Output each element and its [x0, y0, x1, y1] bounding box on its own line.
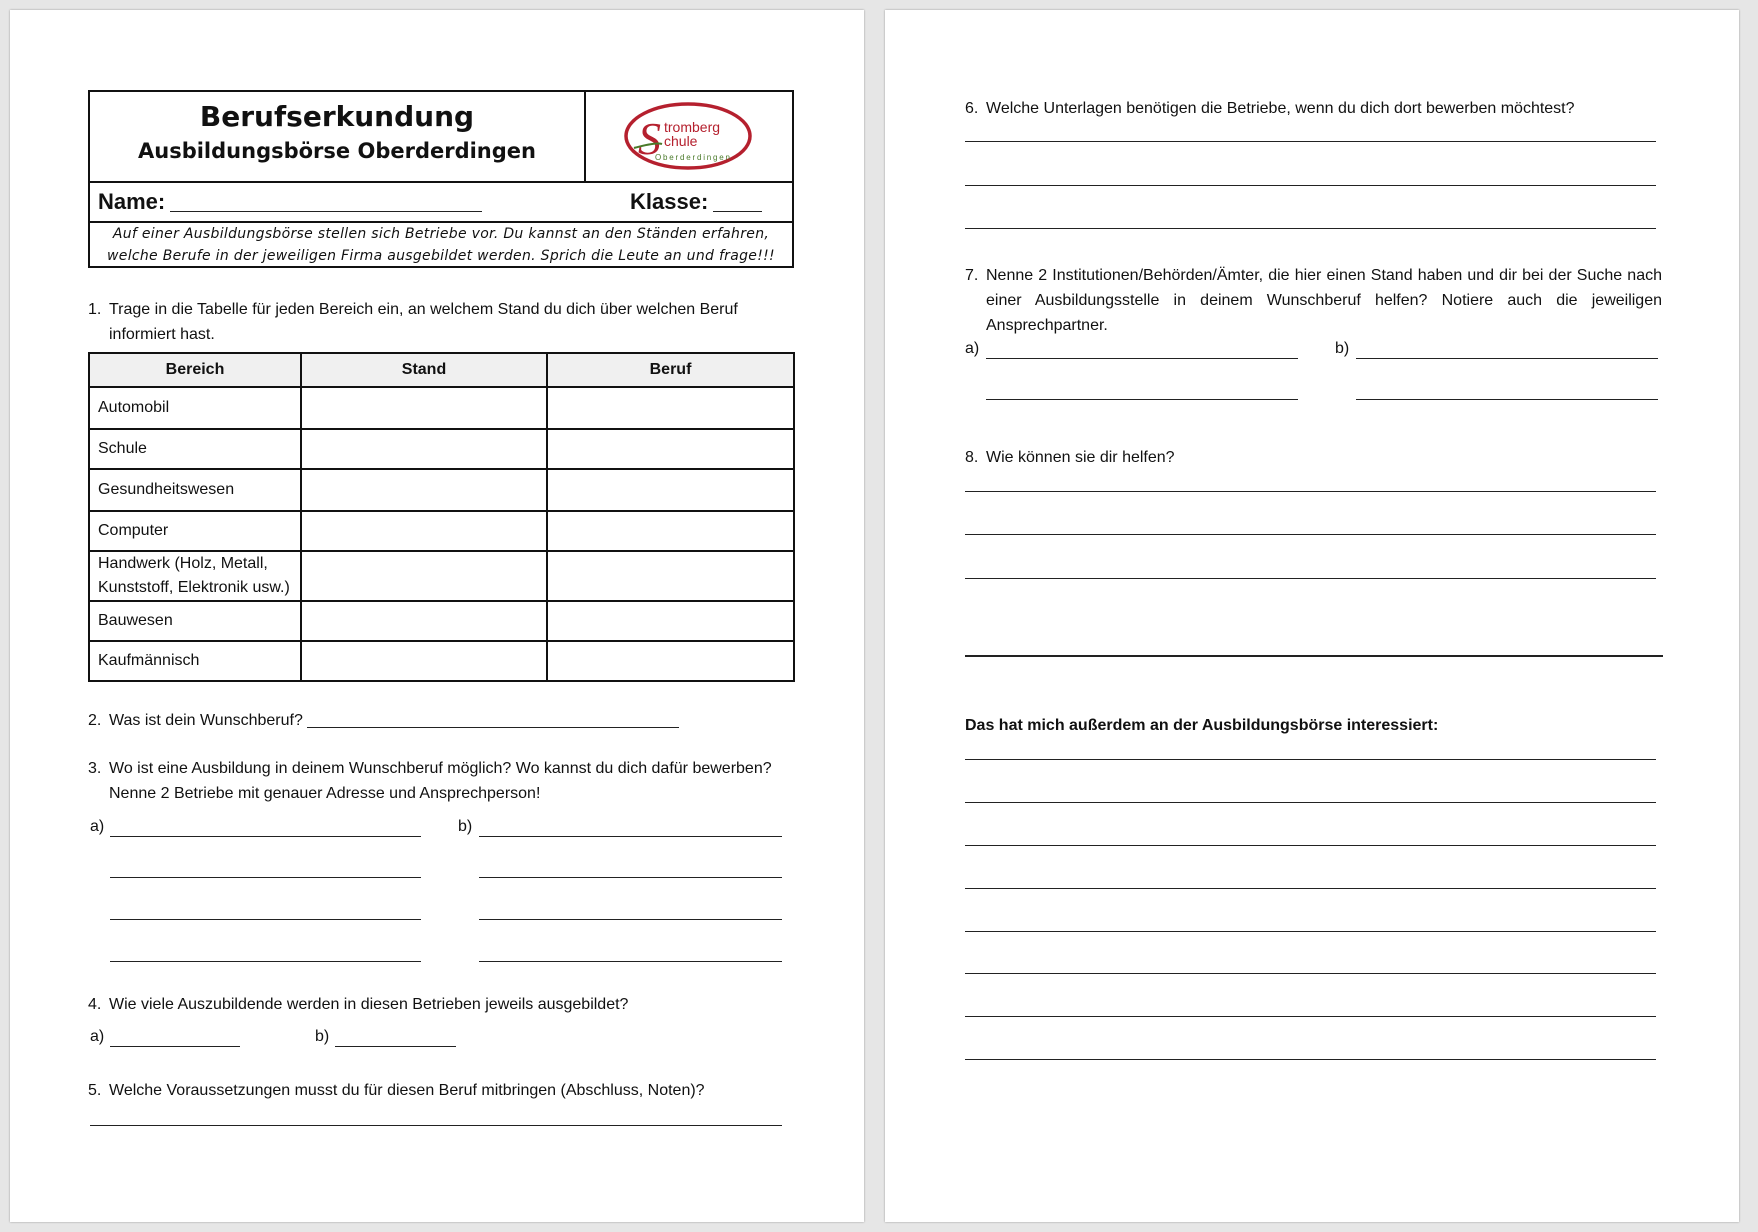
title-cell [90, 92, 586, 181]
row-label-line2: Kunststoff, Elektronik usw.) [98, 579, 290, 596]
beruf-cell[interactable] [547, 641, 794, 681]
q7-label-b: b) [1335, 340, 1350, 357]
logo-line1: tromberg [664, 119, 721, 135]
intro-text [90, 221, 792, 266]
row-label: Kaufmännisch [89, 641, 301, 681]
table-row [89, 551, 794, 601]
extra-answer-line-5[interactable] [965, 931, 1656, 932]
q2-text: Was ist dein Wunschberuf? [109, 712, 303, 729]
table-row [89, 387, 794, 429]
name-label: Name: [98, 189, 166, 214]
table-row [89, 469, 794, 511]
worksheet-page-1 [10, 10, 864, 1222]
intro-line1: Auf einer Ausbildungsbörse stellen sich Betriebe vor. Du kannst an den Ständen erfahren, [112, 226, 770, 242]
question-3 [88, 756, 808, 806]
beruf-cell[interactable] [547, 469, 794, 511]
q7-line1: Nenne 2 Institutionen/Behörden/Ämter, die hier einen Stand haben und dir bei der Suche nach [986, 267, 1662, 284]
table-header-row [89, 353, 794, 387]
q8-answer-line-1[interactable] [965, 491, 1656, 492]
q5-text: Welche Voraussetzungen musst du für diesen Beruf mitbringen (Abschluss, Noten)? [109, 1082, 705, 1099]
question-2 [88, 708, 303, 733]
extra-answer-line-4[interactable] [965, 888, 1656, 889]
table-row [89, 511, 794, 551]
row-label: Computer [89, 511, 301, 551]
table-header-beruf: Beruf [547, 353, 794, 387]
q7-label-a: a) [965, 340, 980, 357]
stand-cell[interactable] [301, 511, 547, 551]
q7-a-line-1[interactable] [986, 358, 1298, 359]
school-logo [586, 92, 792, 181]
stand-cell[interactable] [301, 429, 547, 469]
klasse-label: Klasse: [630, 189, 709, 214]
q7-number: 7. [965, 267, 979, 284]
wunschberuf-field[interactable] [307, 727, 679, 728]
bereich-table [88, 352, 795, 682]
school-logo-icon [586, 92, 794, 181]
q3-number: 3. [88, 760, 102, 777]
extra-answer-line-6[interactable] [965, 973, 1656, 974]
logo-place: Oberderdingen [655, 153, 732, 162]
header-box [88, 90, 794, 268]
extra-answer-line-3[interactable] [965, 845, 1656, 846]
question-5 [88, 1078, 705, 1103]
q4-text: Wie viele Auszubildende werden in diesen Betrieben jeweils ausgebildet? [109, 996, 629, 1013]
row-label: Automobil [89, 387, 301, 429]
q3-label-a: a) [90, 818, 105, 835]
beruf-cell[interactable] [547, 551, 794, 601]
stand-cell[interactable] [301, 387, 547, 429]
stand-cell[interactable] [301, 551, 547, 601]
q4-label-a: a) [90, 1028, 105, 1045]
q8-number: 8. [965, 449, 979, 466]
q1-number: 1. [88, 301, 102, 318]
row-label-line1: Handwerk (Holz, Metall, [98, 555, 268, 572]
table-row [89, 429, 794, 469]
section-divider [965, 655, 1663, 657]
q3-a-line-2[interactable] [110, 877, 421, 878]
q3-b-line-2[interactable] [479, 877, 782, 878]
logo-letter: S [638, 113, 661, 164]
worksheet-page-2 [885, 10, 1739, 1222]
q8-text: Wie können sie dir helfen? [986, 449, 1175, 466]
q6-answer-line-1[interactable] [965, 141, 1656, 142]
table-row [89, 641, 794, 681]
q3-a-line-4[interactable] [110, 961, 421, 962]
row-label [89, 551, 301, 601]
q6-number: 6. [965, 100, 979, 117]
q4-number: 4. [88, 996, 102, 1013]
q6-answer-line-2[interactable] [965, 185, 1656, 186]
q7-b-line-1[interactable] [1356, 358, 1658, 359]
q5-answer-line[interactable] [90, 1125, 782, 1126]
logo-line2: chule [664, 133, 698, 149]
q3-line1: Wo ist eine Ausbildung in deinem Wunschberuf möglich? Wo kannst du dich dafür bewerben? [109, 760, 772, 777]
table-row [89, 601, 794, 641]
q4-a-field[interactable] [110, 1046, 240, 1047]
beruf-cell[interactable] [547, 429, 794, 469]
name-row [90, 181, 792, 223]
extra-answer-line-8[interactable] [965, 1059, 1656, 1060]
q6-answer-line-3[interactable] [965, 228, 1656, 229]
extra-answer-line-7[interactable] [965, 1016, 1656, 1017]
document-title: Berufserkundung [199, 100, 475, 133]
name-field[interactable] [170, 211, 482, 212]
question-6 [965, 96, 1575, 121]
q7-b-line-2[interactable] [1356, 399, 1658, 400]
q3-line2: Nenne 2 Betriebe mit genauer Adresse und Ansprechperson! [109, 785, 541, 802]
stand-cell[interactable] [301, 469, 547, 511]
q7-line2: einer Ausbildungsstelle in deinem Wunschberuf helfen? Notiere auch die jeweiligen [986, 292, 1662, 309]
extra-answer-line-2[interactable] [965, 802, 1656, 803]
beruf-cell[interactable] [547, 511, 794, 551]
row-label: Gesundheitswesen [89, 469, 301, 511]
q7-a-line-2[interactable] [986, 399, 1298, 400]
table-header-stand: Stand [301, 353, 547, 387]
q3-b-line-3[interactable] [479, 919, 782, 920]
extra-heading: Das hat mich außerdem an der Ausbildungsbörse interessiert: [965, 717, 1439, 734]
question-4 [88, 992, 628, 1017]
q1-line1: Trage in die Tabelle für jeden Bereich ein, an welchem Stand du dich über welchen Beruf [109, 301, 738, 318]
q3-label-b: b) [458, 818, 473, 835]
q4-label-b: b) [315, 1028, 330, 1045]
q4-b-field[interactable] [335, 1046, 456, 1047]
beruf-cell[interactable] [547, 387, 794, 429]
extra-answer-line-1[interactable] [965, 759, 1656, 760]
row-label: Schule [89, 429, 301, 469]
klasse-field[interactable] [713, 211, 762, 212]
q7-line3: Ansprechpartner. [986, 317, 1108, 334]
q3-b-line-4[interactable] [479, 961, 782, 962]
q2-number: 2. [88, 712, 102, 729]
stand-cell[interactable] [301, 601, 547, 641]
beruf-cell[interactable] [547, 601, 794, 641]
q1-line2: informiert hast. [109, 326, 215, 343]
q3-a-line-3[interactable] [110, 919, 421, 920]
q6-text: Welche Unterlagen benötigen die Betriebe, wenn du dich dort bewerben möchtest? [986, 100, 1575, 117]
q3-a-line-1[interactable] [110, 836, 421, 837]
stand-cell[interactable] [301, 641, 547, 681]
table-header-bereich: Bereich [89, 353, 301, 387]
q3-b-line-1[interactable] [479, 836, 782, 837]
q5-number: 5. [88, 1082, 102, 1099]
question-8 [965, 445, 1175, 470]
row-label: Bauwesen [89, 601, 301, 641]
question-7 [965, 263, 1662, 338]
q8-answer-line-2[interactable] [965, 534, 1656, 535]
q8-answer-line-3[interactable] [965, 578, 1656, 579]
question-1 [88, 297, 808, 347]
document-subtitle: Ausbildungsbörse Oberderdingen [138, 139, 536, 163]
intro-line2: welche Berufe in der jeweiligen Firma ausgebildet werden. Sprich die Leute an und frage!!! [107, 248, 775, 264]
